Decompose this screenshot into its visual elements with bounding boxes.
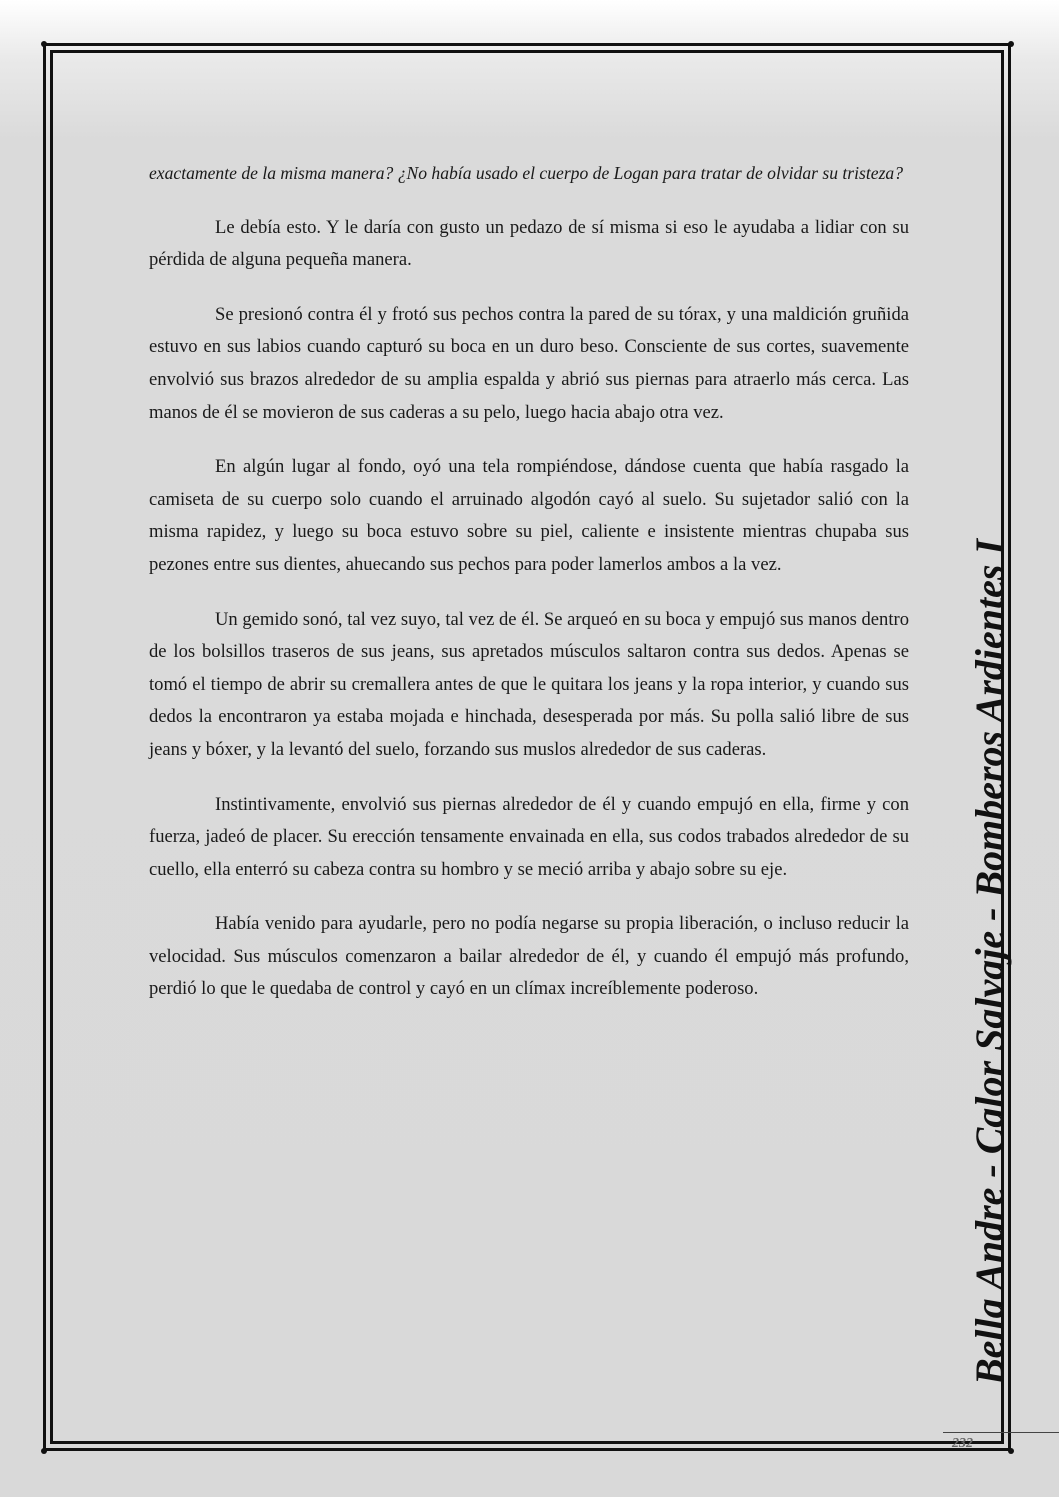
- body-text: [149, 157, 909, 1028]
- page-number-rule: [943, 1432, 1059, 1433]
- paragraph: Le debía esto. Y le daría con gusto un pedazo de sí misma si eso le ayudaba a lidiar con su pérdida de alguna pequeña manera.: [149, 216, 909, 271]
- border-corner-ornament: [1008, 41, 1014, 47]
- border-corner-ornament: [1008, 1448, 1014, 1454]
- book-title-running-header: Bella Andre - Calor Salvaje - Bomberos Ardientes I: [967, 539, 1012, 1385]
- paragraph: exactamente de la misma manera? ¿No había usado el cuerpo de Logan para tratar de olvidar su tristeza?: [149, 163, 904, 183]
- page-number: 232: [952, 1436, 973, 1451]
- paragraph: En algún lugar al fondo, oyó una tela rompiéndose, dándose cuenta que había rasgado la camiseta de su cuerpo solo cuando el arruinado algodón cayó al suelo. Su sujetador salió con la misma rapidez, y luego su boca estuvo sobre su piel, caliente e insistente mientras chupaba sus pezones entre sus dientes, ahuecando sus pechos para poder lamerlos ambos a la vez.: [149, 456, 909, 575]
- paragraph: Se presionó contra él y frotó sus pechos contra la pared de su tórax, y una maldición gruñida estuvo en sus labios cuando capturó su boca en un duro beso. Consciente de sus cortes, suavemente envolvió sus brazos alrededor de su amplia espalda y abrió sus piernas para atraerlo más cerca. Las manos de él se movieron de sus caderas a su pelo, luego hacia abajo otra vez.: [149, 303, 909, 423]
- paragraph: Un gemido sonó, tal vez suyo, tal vez de él. Se arqueó en su boca y empujó sus manos dentro de los bolsillos traseros de sus jeans, sus apretados músculos saltaron contra sus dedos. Apenas se tomó el tiempo de abrir su cremallera antes de que le quitara los jeans y la ropa interior, y cuando sus dedos la encontraron ya estaba mojada e hinchada, desesperada por más. Su polla salió libre de sus jeans y bóxer, y la levantó del suelo, forzando sus muslos alrededor de sus caderas.: [149, 608, 910, 760]
- paragraph: Había venido para ayudarle, pero no podía negarse su propia liberación, o incluso reducir la velocidad. Sus músculos comenzaron a bailar alrededor de él, y cuando él empujó más profundo, perdió lo que le quedaba de control y cayó en un clímax increíblemente poderoso.: [149, 913, 909, 1000]
- border-corner-ornament: [41, 41, 47, 47]
- paragraph: Instintivamente, envolvió sus piernas alrededor de él y cuando empujó en ella, firme y con fuerza, jadeó de placer. Su erección tensamente envainada en ella, sus codos trabados alrededor de su cuello, ella enterró su cabeza contra su hombro y se meció arriba y abajo sobre su eje.: [149, 793, 909, 880]
- border-corner-ornament: [41, 1448, 47, 1454]
